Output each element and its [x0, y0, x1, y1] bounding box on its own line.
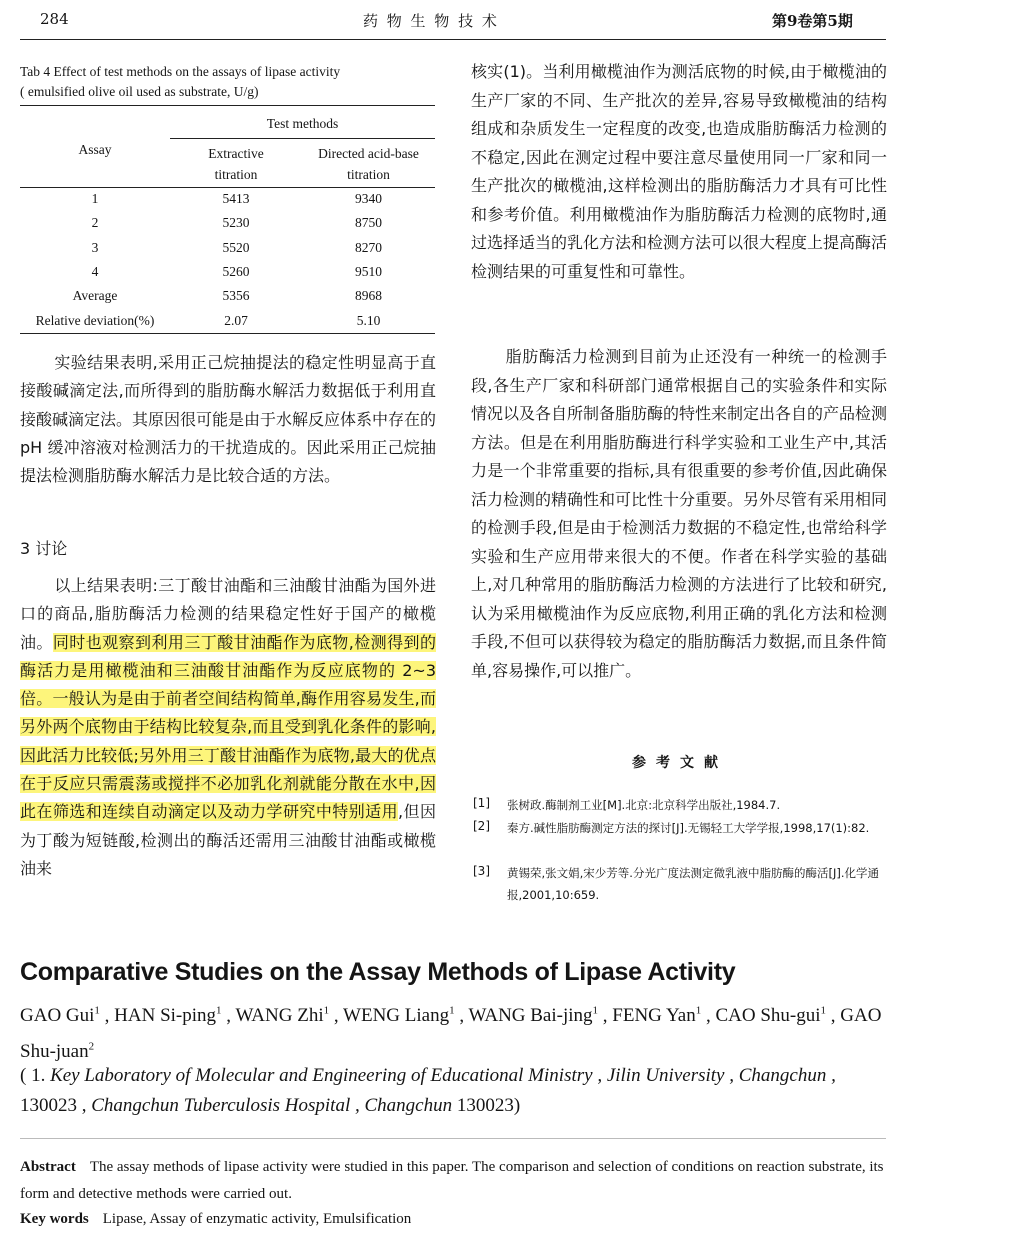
reference-number: [3] — [473, 864, 490, 878]
abstract-label: Abstract — [20, 1159, 76, 1175]
table-cell-direct: 8968 — [355, 288, 382, 304]
author: CAO Shu-gui$^1$ — [715, 1005, 826, 1027]
table-cell-direct: 8750 — [355, 215, 382, 231]
table-cell-extractive: 5260 — [222, 263, 250, 279]
table-cell-assay: 4 — [91, 263, 99, 279]
abstract-rule — [20, 1138, 886, 1139]
table-cell-direct: 5.10 — [356, 312, 381, 328]
author: GAO Gui$^1$ — [20, 1005, 100, 1027]
table-cell-assay: 2 — [91, 215, 99, 231]
author: WANG Bai-jing$^1$ — [468, 1005, 599, 1027]
table-caption: Tab 4 Effect of test methods on the assays of lipase activity ( emulsified olive oil used as substrate, U/g) — [20, 64, 341, 99]
highlighted-text: 同时也观察到利用三丁酸甘油酯作为底物,检测得到的酶活力是用橄榄油和三油酸甘油酯作为反应底物的 2~3 倍。一般认为是由于前者空间结构简单,酶作用容易发生,而另外两个底物由于结构比较复杂,而且受到乳化条件的影响,因此活力比较低;另外用三丁酸甘油酯作为底物,最大的优点在于反应只需震荡或搅拌不必加乳化剂就能分散在水中,因此在筛选和连续自动滴定以及动力学研究中特别适用 — [20, 632, 436, 822]
table-row-header: Assay — [78, 142, 112, 157]
table-bottom-rule — [20, 333, 435, 334]
author: GAO Shu-juan$^2$ — [20, 1005, 882, 1062]
section-heading-discussion: 3 讨论 — [20, 539, 68, 558]
issue-label: 第9卷第5期 — [772, 12, 853, 30]
table-col2-header: Directed acid-base titration — [318, 146, 419, 182]
references-heading: 参考文献 — [632, 755, 728, 771]
author: WANG Zhi$^1$ — [235, 1005, 330, 1027]
reference-number: [1] — [473, 796, 490, 810]
table-col1-header: Extractive titration — [208, 146, 264, 182]
table-top-rule — [20, 105, 435, 106]
table-cell-assay: Relative deviation(%) — [35, 312, 155, 328]
table-cell-assay: 1 — [91, 191, 99, 206]
table-cell-direct: 9340 — [355, 191, 382, 206]
author: WENG Liang$^1$ — [343, 1005, 455, 1027]
table-sub-rule — [170, 138, 435, 139]
keywords — [20, 1211, 411, 1228]
table-cell-extractive: 5413 — [222, 191, 250, 206]
right-paragraph-1: 核实(1)。当利用橄榄油作为测活底物的时候,由于橄榄油的生产厂家的不同、生产批次的差异,容易导致橄榄油的结构组成和杂质发生一定程度的改变,也造成脂肪酶活力检测的不稳定,因此在测定过程中要注意尽量使用同一厂家和同一生产批次的橄榄油,这样检测出的脂肪酶活力才具有可比性和参考价值。利用橄榄油作为脂肪酶活力检测的底物时,通过选择适当的乳化方法和检测方法可以很大程度上提高酶活检测结果的可重复性和可靠性。 — [471, 62, 888, 281]
affiliations: ( 1. Key Laboratory of Molecular and Engineering of Educational Ministry , Jilin University , Changchun , 130023 , Changchun Tuberculosis Hospital , Changchun 130023) — [20, 1065, 836, 1116]
table-cell-assay: 3 — [91, 239, 99, 255]
author: HAN Si-ping$^1$ — [114, 1005, 222, 1027]
table-cell-assay: Average — [72, 288, 118, 304]
left-paragraph-1: 实验结果表明,采用正己烷抽提法的稳定性明显高于直接酸碱滴定法,而所得到的脂肪酶水解活力数据低于利用直接酸碱滴定法。其原因很可能是由于水解反应体系中存在的 pH 缓冲溶液对检测活力的干扰造成的。因此采用正己烷抽提法检测脂肪酶水解活力是比较合适的方法。 — [20, 353, 437, 486]
table-cell-extractive: 5356 — [222, 288, 250, 304]
table-cell-extractive: 5520 — [222, 239, 250, 255]
abstract — [20, 1154, 890, 1208]
reference-text: 张树政.酶制剂工业[M].北京:北京科学出版社,1984.7. — [507, 798, 781, 812]
keywords-text: Lipase, Assay of enzymatic activity, Emulsification — [102, 1211, 412, 1227]
reference-text: 黄锡荣,张文娟,宋少芳等.分光广度法测定微乳液中脂肪酶的酶活[J].化学通报,2001,10:659. — [507, 866, 879, 902]
author: FENG Yan$^1$ — [612, 1005, 702, 1027]
table-cell-extractive: 2.07 — [224, 312, 248, 328]
page-number: 284 — [40, 10, 69, 28]
keywords-label: Key words — [20, 1211, 89, 1227]
reference-text: 秦方.碱性脂肪酶测定方法的探讨[J].无锡轻工大学学报,1998,17(1):82. — [507, 821, 870, 835]
author-list: GAO Gui$^1$ , HAN Si-ping$^1$ , WANG Zhi$^1$ , WENG Liang$^1$ , WANG Bai-jing$^1$ , FENG Yan$^1$ , CAO Shu-gui$^1$ , GAO Shu-juan$^2$ — [20, 1005, 882, 1062]
table-header-rule — [20, 187, 435, 188]
right-paragraph-2: 脂肪酶活力检测到目前为止还没有一种统一的检测手段,各生产厂家和科研部门通常根据自己的实验条件和实际情况以及各自所制备脂肪酶的特性来制定出各自的产品检测方法。但是在利用脂肪酶进行科学实验和工业生产中,其活力是一个非常重要的指标,具有很重要的参考价值,因此确保活力检测的精确性和可比性十分重要。另外尽管有采用相同的检测手段,但是由于检测活力数据的不稳定性,也常给科学实验和生产应用带来很大的不便。作者在科学实验的基础上,对几种常用的脂肪酶活力检测的方法进行了比较和研究,认为采用橄榄油作为反应底物,利用正确的乳化方法和检测手段,不但可以获得较为稳定的脂肪酶活力数据,而且条件简单,容易操作,可以推广。 — [471, 347, 888, 680]
left-paragraph-2: 以上结果表明:三丁酸甘油酯和三油酸甘油酯为国外进口的商品,脂肪酶活力检测的结果稳定性好于国产的橄榄油。同时也观察到利用三丁酸甘油酯作为底物,检测得到的酶活力是用橄榄油和三油酸甘油酯作为反应底物的 2~3 倍。一般认为是由于前者空间结构简单,酶作用容易发生,而另外两个底物由于结构比较复杂,而且受到乳化条件的影响,因此活力比较低;另外用三丁酸甘油酯作为底物,最大的优点在于反应只需震荡或搅拌不必加乳化剂就能分散在水中,因此在筛选和连续自动滴定以及动力学研究中特别适用,但因为丁酸为短链酸,检测出的酶活还需用三油酸甘油酯或橄榄油来 — [20, 576, 436, 878]
journal-name: 药 物 生 物 技 术 — [363, 12, 499, 30]
reference-number: [2] — [473, 819, 490, 833]
header-rule — [20, 39, 886, 40]
table-group-header: Test methods — [266, 116, 339, 131]
english-title: Comparative Studies on the Assay Methods of Lipase Activity — [20, 958, 736, 986]
table-cell-direct: 8270 — [355, 239, 382, 255]
table-cell-direct: 9510 — [355, 263, 382, 279]
table-cell-extractive: 5230 — [222, 215, 250, 231]
abstract-text: The assay methods of lipase activity were studied in this paper. The comparison and selection of conditions on reaction substrate, its form and detective methods were carried out. — [20, 1159, 884, 1202]
